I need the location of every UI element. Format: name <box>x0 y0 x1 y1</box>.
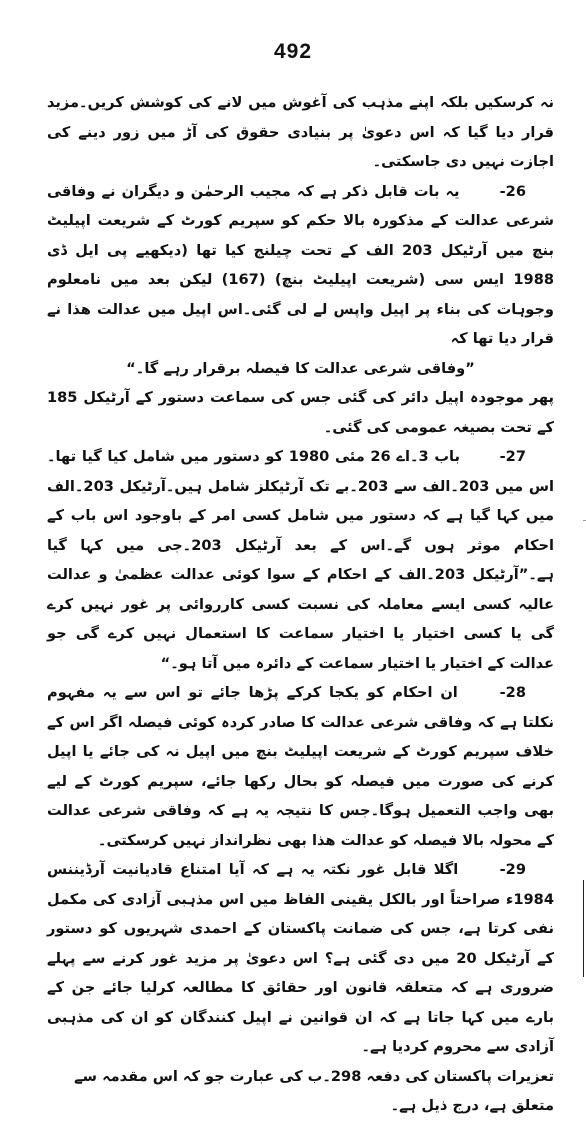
scan-edge-line <box>583 880 584 977</box>
paragraph-number: -27 <box>499 448 526 465</box>
paragraph-text: یہ بات قابل ذکر ہے کہ مجیب الرحمٰن و دیگران نے وفاقی شرعی عدالت کے مذکورہ بالا حکم کو سپریم کورٹ کے شریعت اپیلیٹ بنچ میں آرٹیکل 203 الف کے تحت چیلنج کیا تھا (دیکھیے پی ایل ڈی 1988 ایس سی (شریعت اپیلیٹ بنچ) (167) لیکن بعد میں نامعلوم وجوہات کی بناء پر اپیل واپس لے لی گئی۔اس اپیل میں عدالت ھذا نے قرار دیا تھا کہ <box>47 182 555 347</box>
paragraph-28 <box>47 678 554 855</box>
paragraph-number: -28 <box>499 684 526 701</box>
paragraph-29 <box>47 855 554 1062</box>
paragraph-number: -26 <box>499 182 526 200</box>
paragraph-26 <box>47 177 554 354</box>
quoted-decision <box>47 354 554 384</box>
paragraph-26-tail <box>47 383 554 442</box>
paragraph-text: تعزیرات پاکستان کی دفعہ 298۔ب کی عبارت جو کہ اس مقدمہ سے متعلق ہے، درج ذیل ہے۔ <box>74 1067 554 1114</box>
paragraph-text: نہ کرسکیں بلکہ اپنے مذہب کی آغوش میں لانے کی کوشش کریں۔مزید قرار دیا گیا کہ اس دعویٰ پر بنیادی حقوق کی آڑ میں زور دینے کی اجازت نہیں دی جاسکتی۔ <box>47 94 554 170</box>
paragraph-text: ان احکام کو یکجا کرکے پڑھا جائے تو اس سے یہ مفہوم نکلتا ہے کہ وفاقی شرعی عدالت کا صادر کردہ کوئی فیصلہ اگر اس کے خلاف سپریم کورٹ کے شریعت اپیلیٹ بنچ میں اپیل نہ کی جائے یا اپیل کرنے کی صورت میں فیصلہ کو بحال رکھا جائے، سپریم کورٹ کے لیے بھی واجب التعمیل ہوگا۔جس کا نتیجہ یہ ہے کہ وفاقی شرعی عدالت کے محولہ بالا فیصلہ کو عدالت ھذا بھی نظرانداز نہیں کرسکتی۔ <box>47 684 554 849</box>
paragraph-text: باب 3۔اے 26 مئی 1980 کو دستور میں شامل کیا گیا تھا۔اس میں 203۔الف سے 203۔بے تک آرٹیکلز شامل ہیں۔آرٹیکل 203۔الف میں کہا گیا ہے کہ دستور میں شامل کسی امر کے باوجود اس باب کے احکام موثر ہوں گے۔اس کے بعد آرٹیکل 203۔جی میں کہا گیا ہے۔”آرٹیکل 203۔الف کے احکام کے سوا کوئی عدالت عظمیٰ و عدالت عالیہ کسی ایسے معاملہ کی نسبت کسی کارروائی پر غور نہیں کرے گی یا کسی اختیار یا اختیار سماعت کا استعمال نہیں کرے گی جو عدالت کے اختیار یا اختیار سماعت کے دائرہ میں آتا ہو۔“ <box>47 448 555 672</box>
paragraph-text: اگلا قابل غور نکتہ یہ ہے کہ آیا امتناع قادیانیت آرڈیننس 1984ء صراحتاً اور بالکل یقینی الفاظ میں اس مذہبی آزادی کی مکمل نفی کرتا ہے، جس کی ضمانت پاکستان کے احمدی شہریوں کو دستور کے آرٹیکل 20 میں دی گئی ہے؟ اس دعویٰ پر مزید غور کرنے سے پہلے ضروری ہے کہ متعلقہ قانون اور حقائق کا مطالعہ کرلیا جائے جن کے بارے میں کہا جاتا ہے کہ ان قوانین نے اپیل کنندگان کو ان کی مذہبی آزادی سے محروم کردیا ہے۔ <box>47 861 555 1055</box>
quote-text: ”وفاقی شرعی عدالت کا فیصلہ برقرار رہے گا۔“ <box>126 359 475 377</box>
page-number: 492 <box>273 40 313 63</box>
paragraph-number: -29 <box>499 861 526 878</box>
paragraph-29-tail <box>47 1062 554 1121</box>
paragraph-27 <box>47 442 554 678</box>
paragraph-continuation <box>47 88 554 177</box>
body-text <box>47 88 554 1121</box>
paragraph-text: پھر موجودہ اپیل دائر کی گئی جس کی سماعت دستور کے آرٹیکل 185 کے تحت بصیغہ عمومی کی گئی۔ <box>47 389 554 436</box>
